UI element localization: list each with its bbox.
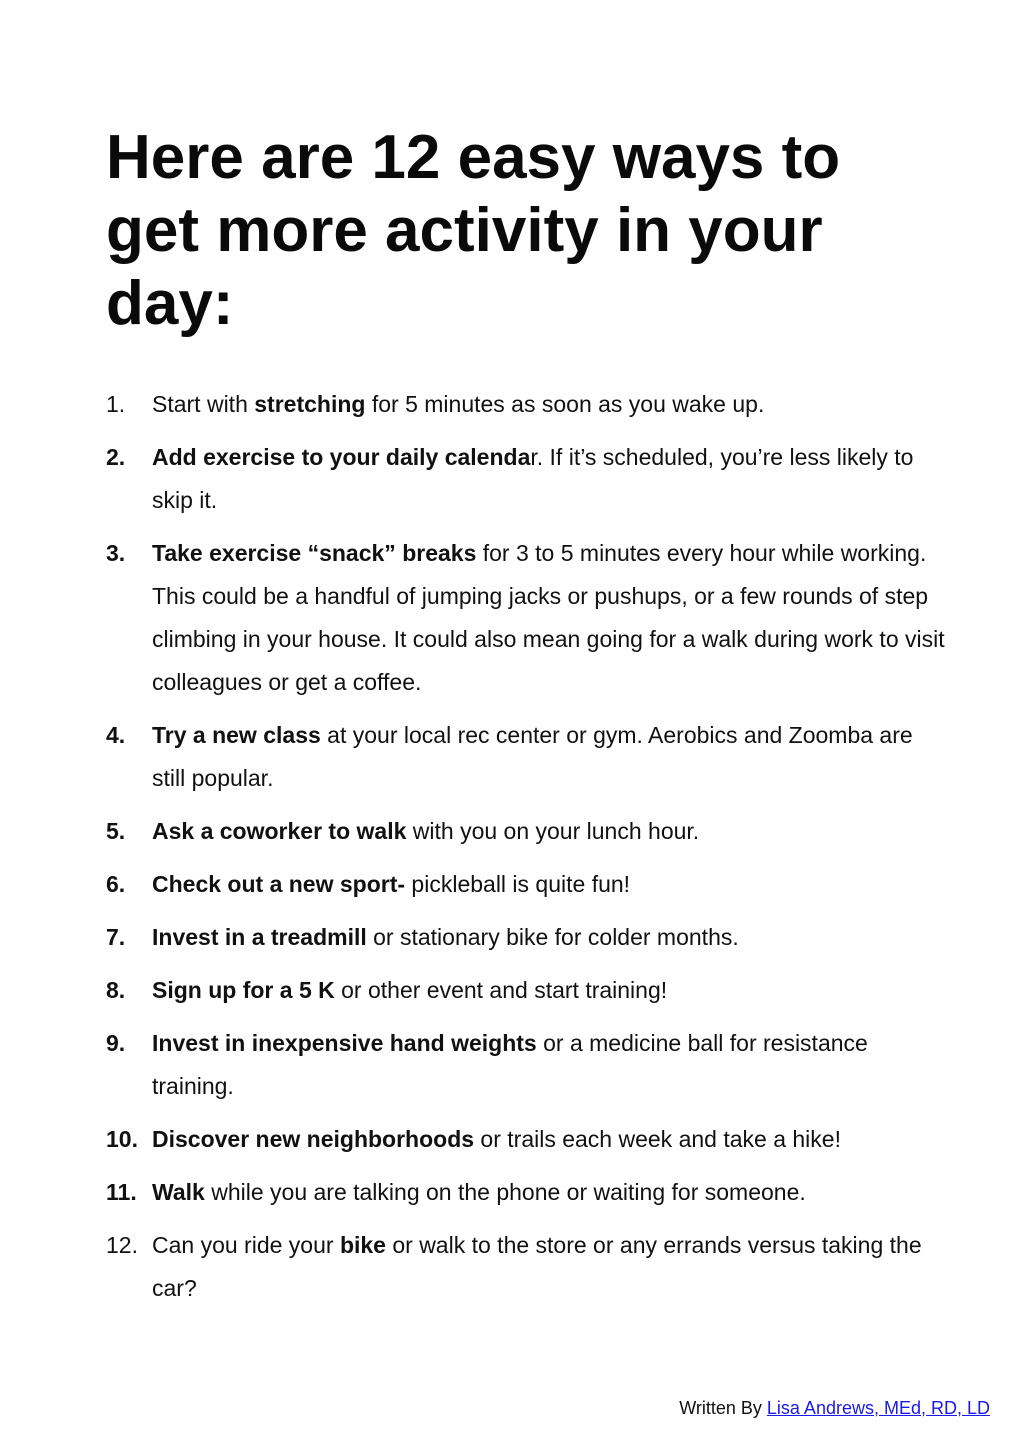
- item-text-post: while you are talking on the phone or waiting for someone.: [204, 1179, 806, 1205]
- item-text-bold: Add exercise to your daily calenda: [152, 444, 531, 470]
- item-number: 5.: [106, 818, 126, 844]
- item-text-post: or a medicine ball for resistance training.: [152, 1030, 868, 1099]
- list-item: [106, 1171, 946, 1214]
- item-number: 4.: [106, 722, 126, 748]
- list-item: [106, 863, 946, 906]
- list-item: [106, 714, 946, 800]
- item-text-bold: Walk: [152, 1179, 205, 1205]
- item-text-post: or stationary bike for colder months.: [366, 924, 739, 950]
- author-credit: [679, 1396, 990, 1420]
- list-item: [106, 1022, 946, 1108]
- item-number: 3.: [106, 540, 126, 566]
- item-text-bold: Try a new class: [152, 722, 321, 748]
- item-text-bold: Check out a new sport-: [152, 871, 406, 897]
- item-text-pre: Can you ride your: [152, 1232, 340, 1258]
- item-text-bold: Invest in a treadmill: [152, 924, 367, 950]
- list-item: [106, 1118, 946, 1161]
- item-number: 9.: [106, 1030, 126, 1056]
- author-link[interactable]: Lisa Andrews, MEd, RD, LD: [766, 1398, 990, 1418]
- list-item: [106, 532, 946, 704]
- item-text-post: pickleball is quite fun!: [405, 871, 631, 897]
- item-number: 7.: [106, 924, 126, 950]
- activity-list: [106, 383, 946, 1320]
- item-text-post: or walk to the store or any errands versus taking the car?: [152, 1232, 922, 1301]
- item-number: 2.: [106, 444, 126, 470]
- item-number: 10.: [106, 1126, 138, 1152]
- item-text-bold: Discover new neighborhoods: [152, 1126, 475, 1152]
- item-text-bold: Invest in inexpensive hand weights: [152, 1030, 537, 1056]
- list-item: [106, 436, 946, 522]
- item-number: 11.: [106, 1179, 137, 1205]
- list-item: [106, 383, 946, 426]
- item-text-post: r. If it’s scheduled, you’re less likely to skip it.: [152, 444, 914, 513]
- list-item: [106, 969, 946, 1012]
- item-text-bold: bike: [339, 1232, 386, 1258]
- item-text-post: with you on your lunch hour.: [406, 818, 700, 844]
- item-text-bold: Sign up for a 5 K: [152, 977, 335, 1003]
- item-number: 6.: [106, 871, 126, 897]
- item-text-post: or trails each week and take a hike!: [474, 1126, 841, 1152]
- item-text-post: for 3 to 5 minutes every hour while working. This could be a handful of jumping jacks or pushups, or a few rounds of step climbing in your house. It could also mean going for a walk during work to visit colleagues or get a coffee.: [152, 540, 945, 695]
- item-text-post: at your local rec center or gym. Aerobics and Zoomba are still popular.: [152, 722, 913, 791]
- item-text-bold: stretching: [254, 391, 366, 417]
- item-number: 1.: [106, 391, 126, 417]
- list-item: [106, 1224, 946, 1310]
- item-text-bold: Ask a coworker to walk: [152, 818, 407, 844]
- author-prefix: Written By: [679, 1398, 767, 1418]
- list-item: [106, 810, 946, 853]
- item-number: 8.: [106, 977, 126, 1003]
- item-text-post: or other event and start training!: [334, 977, 668, 1003]
- item-text-bold: Take exercise “snack” breaks: [152, 540, 477, 566]
- page-title: Here are 12 easy ways to get more activity in your day:: [106, 123, 841, 338]
- item-text-post: for 5 minutes as soon as you wake up.: [365, 391, 765, 417]
- item-text-pre: Start with: [152, 391, 255, 417]
- list-item: [106, 916, 946, 959]
- item-number: 12.: [106, 1232, 138, 1258]
